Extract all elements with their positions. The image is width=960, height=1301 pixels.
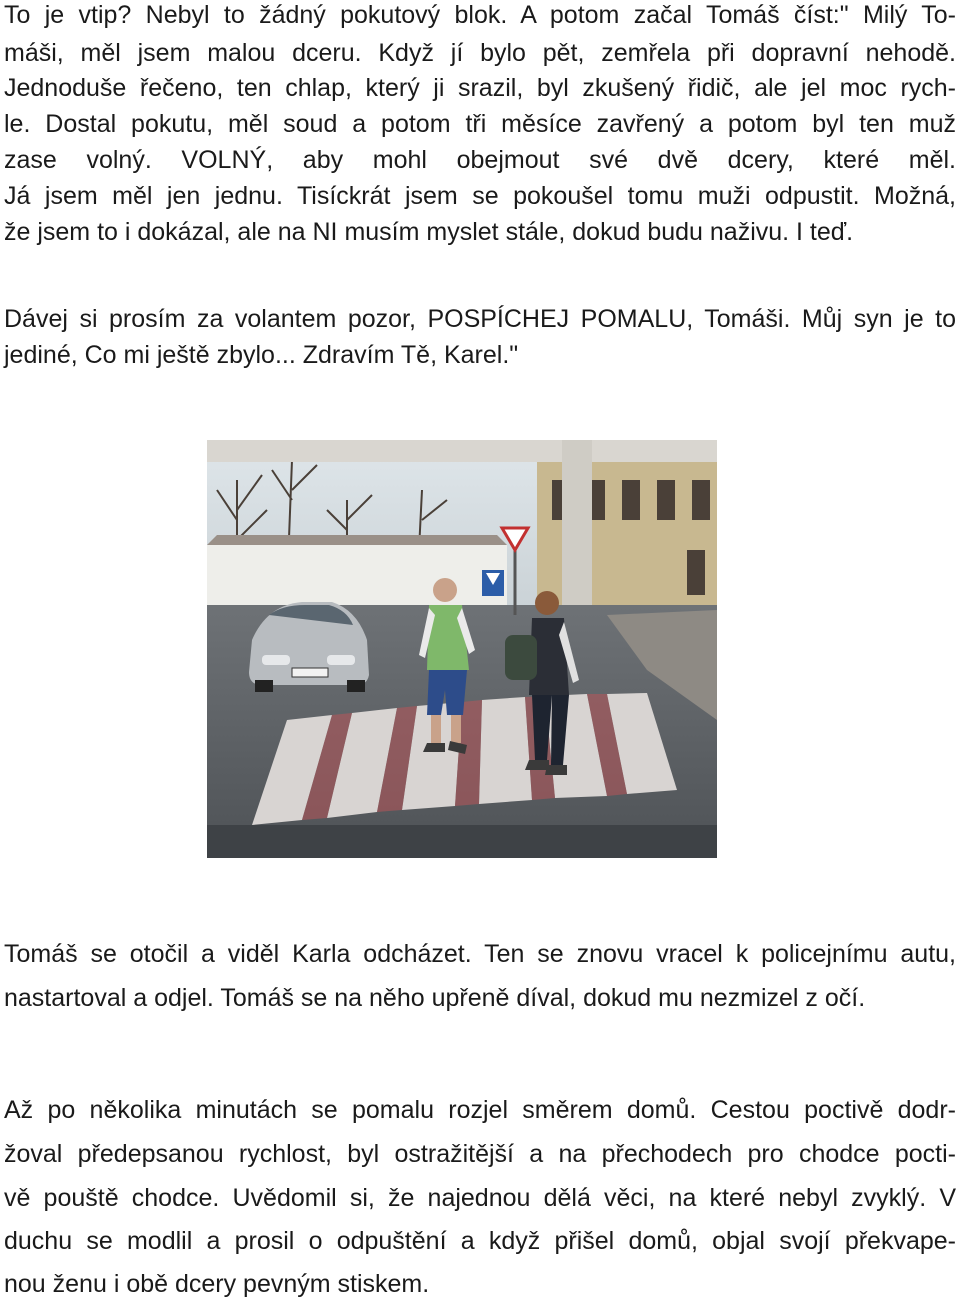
text-line: duchu se modlil a prosil o odpuštění a když přišel domů, objal svojí překvape- (4, 1227, 956, 1255)
text-line: To je vtip? Nebyl to žádný pokutový blok. A potom začal Tomáš číst:" Milý To- (4, 1, 956, 29)
text-line: Až po několika minutách se pomalu rozjel směrem domů. Cestou poctivě dodr- (4, 1096, 956, 1124)
text-line: le. Dostal pokutu, měl soud a potom tři měsíce zavřený a potom byl ten muž (4, 110, 956, 138)
crosswalk-photo (207, 440, 717, 858)
text-line: jediné, Co mi ještě zbylo... Zdravím Tě, Karel." (4, 341, 519, 369)
text-line: Jednoduše řečeno, ten chlap, který ji srazil, byl zkušený řidič, ale jel moc rych- (4, 74, 956, 102)
text-line: vě pouště chodce. Uvědomil si, že najednou dělá věci, na které nebyl zvyklý. V (4, 1184, 956, 1212)
text-line: Tomáš se otočil a viděl Karla odcházet. Ten se znovu vracel k policejnímu autu, (4, 940, 956, 968)
text-line: nastartoval a odjel. Tomáš se na něho upřeně díval, dokud mu nezmizel z očí. (4, 984, 866, 1012)
text-line: Dávej si prosím za volantem pozor, POSPÍCHEJ POMALU, Tomáši. Můj syn je to (4, 305, 956, 333)
text-line: nou ženu i obě dcery pevným stiskem. (4, 1270, 430, 1298)
text-line: zase volný. VOLNÝ, aby mohl obejmout své dvě dcery, které měl. (4, 146, 956, 174)
text-line: Já jsem měl jen jednu. Tisíckrát jsem se pokoušel tomu muži odpustit. Možná, (4, 182, 956, 210)
text-line: že jsem to i dokázal, ale na NI musím myslet stále, dokud budu naživu. I teď. (4, 218, 854, 246)
text-line: žoval předepsanou rychlost, byl ostražitější a na přechodech pro chodce pocti- (4, 1140, 956, 1168)
text-line: máši, měl jsem malou dceru. Když jí bylo pět, zemřela při dopravní nehodě. (4, 39, 956, 67)
